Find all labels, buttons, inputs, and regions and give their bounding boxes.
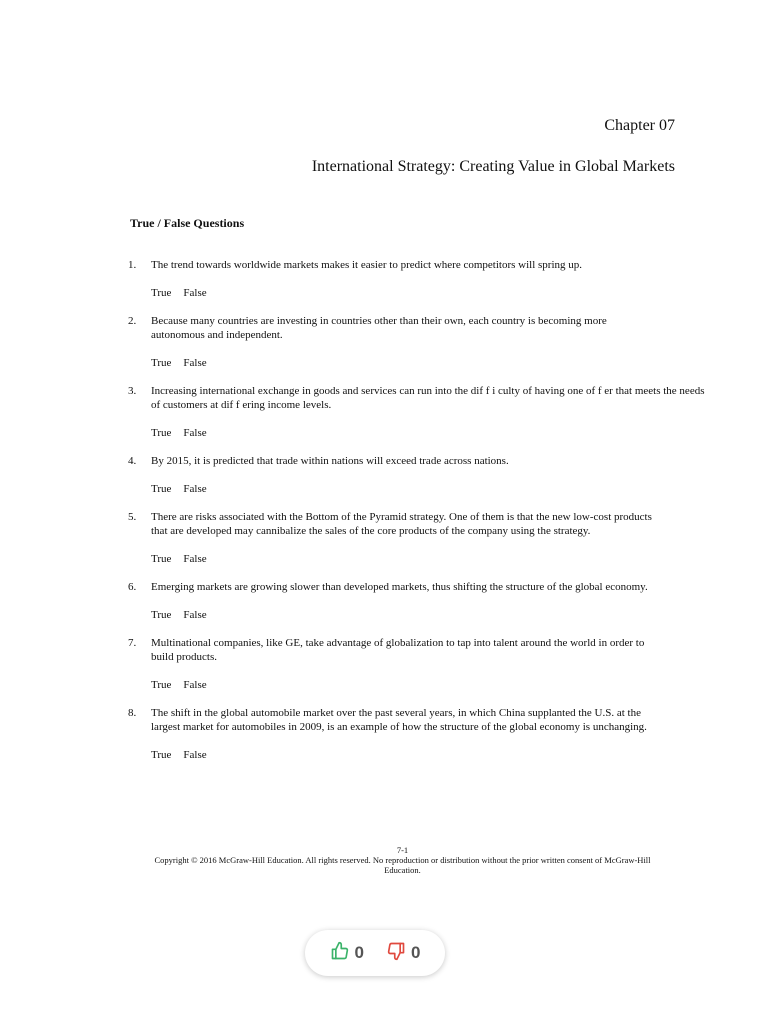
false-option[interactable]: False <box>183 609 207 621</box>
answer-options <box>128 482 708 496</box>
question-number: 4. <box>128 455 137 467</box>
true-option[interactable]: True <box>151 553 172 565</box>
question-number: 1. <box>128 259 137 271</box>
question-text: Emerging markets are growing slower than developed markets, thus shifting the structure of the global economy. <box>151 581 648 593</box>
thumbs-down-button[interactable] <box>386 941 420 966</box>
section-heading: True / False Questions <box>130 216 245 230</box>
answer-options <box>128 356 708 370</box>
answer-options <box>128 748 708 762</box>
page-number: 7-1 <box>396 845 409 855</box>
question-item <box>128 454 708 468</box>
question-text: The trend towards worldwide markets makes it easier to predict where competitors will spring up. <box>151 259 583 271</box>
thumbs-down-icon <box>386 941 406 966</box>
false-option[interactable]: False <box>183 483 207 495</box>
false-option[interactable]: False <box>183 679 207 691</box>
question-item <box>128 314 708 342</box>
question-text: The shift in the global automobile market over the past several years, in which China supplanted the U.S. at the largest market for automobiles in 2009, is an example of how the structure of the global economy is unchanging. <box>151 707 647 733</box>
chapter-label: Chapter 07 <box>604 117 675 134</box>
true-option[interactable]: True <box>151 287 172 299</box>
true-option[interactable]: True <box>151 357 172 369</box>
false-option[interactable]: False <box>183 287 207 299</box>
question-text: By 2015, it is predicted that trade within nations will exceed trade across nations. <box>151 455 509 467</box>
question-text: Because many countries are investing in countries other than their own, each country is becoming more autonomous and independent. <box>151 315 607 341</box>
true-option[interactable]: True <box>151 427 172 439</box>
answer-options <box>128 608 708 622</box>
true-option[interactable]: True <box>151 749 172 761</box>
question-text: Increasing international exchange in goods and services can run into the dif f i culty of having one of f er that meets the needs of customers at dif f ering income levels. <box>151 385 705 411</box>
question-text: There are risks associated with the Bottom of the Pyramid strategy. One of them is that the new low-cost products that are developed may cannibalize the sales of the core products of the company using the strategy. <box>151 511 652 537</box>
answer-options <box>128 286 708 300</box>
page-footer <box>140 845 665 875</box>
false-option[interactable]: False <box>183 553 207 565</box>
chapter-title: International Strategy: Creating Value in Global Markets <box>311 158 675 175</box>
thumbs-down-count: 0 <box>411 943 421 962</box>
question-text: Multinational companies, like GE, take advantage of globalization to tap into talent around the world in order to build products. <box>151 637 645 663</box>
question-item <box>128 636 708 664</box>
answer-options <box>128 678 708 692</box>
copyright-notice: Copyright © 2016 McGraw-Hill Education. All rights reserved. No reproduction or distribution without the prior written consent of McGraw-Hill Education. <box>154 855 651 875</box>
question-number: 5. <box>128 511 137 523</box>
thumbs-up-icon <box>330 941 350 966</box>
true-option[interactable]: True <box>151 609 172 621</box>
thumbs-up-count: 0 <box>354 943 364 962</box>
question-item <box>128 258 708 272</box>
question-item <box>128 510 708 538</box>
question-number: 6. <box>128 581 137 593</box>
vote-widget <box>305 930 445 976</box>
question-list <box>128 258 708 776</box>
answer-options <box>128 426 708 440</box>
true-option[interactable]: True <box>151 679 172 691</box>
question-item <box>128 384 708 412</box>
false-option[interactable]: False <box>183 749 207 761</box>
question-number: 8. <box>128 707 137 719</box>
question-number: 7. <box>128 637 137 649</box>
false-option[interactable]: False <box>183 427 207 439</box>
false-option[interactable]: False <box>183 357 207 369</box>
true-option[interactable]: True <box>151 483 172 495</box>
question-item <box>128 706 708 734</box>
question-number: 3. <box>128 385 137 397</box>
thumbs-up-button[interactable] <box>330 941 364 966</box>
question-number: 2. <box>128 315 137 327</box>
answer-options <box>128 552 708 566</box>
question-item <box>128 580 708 594</box>
